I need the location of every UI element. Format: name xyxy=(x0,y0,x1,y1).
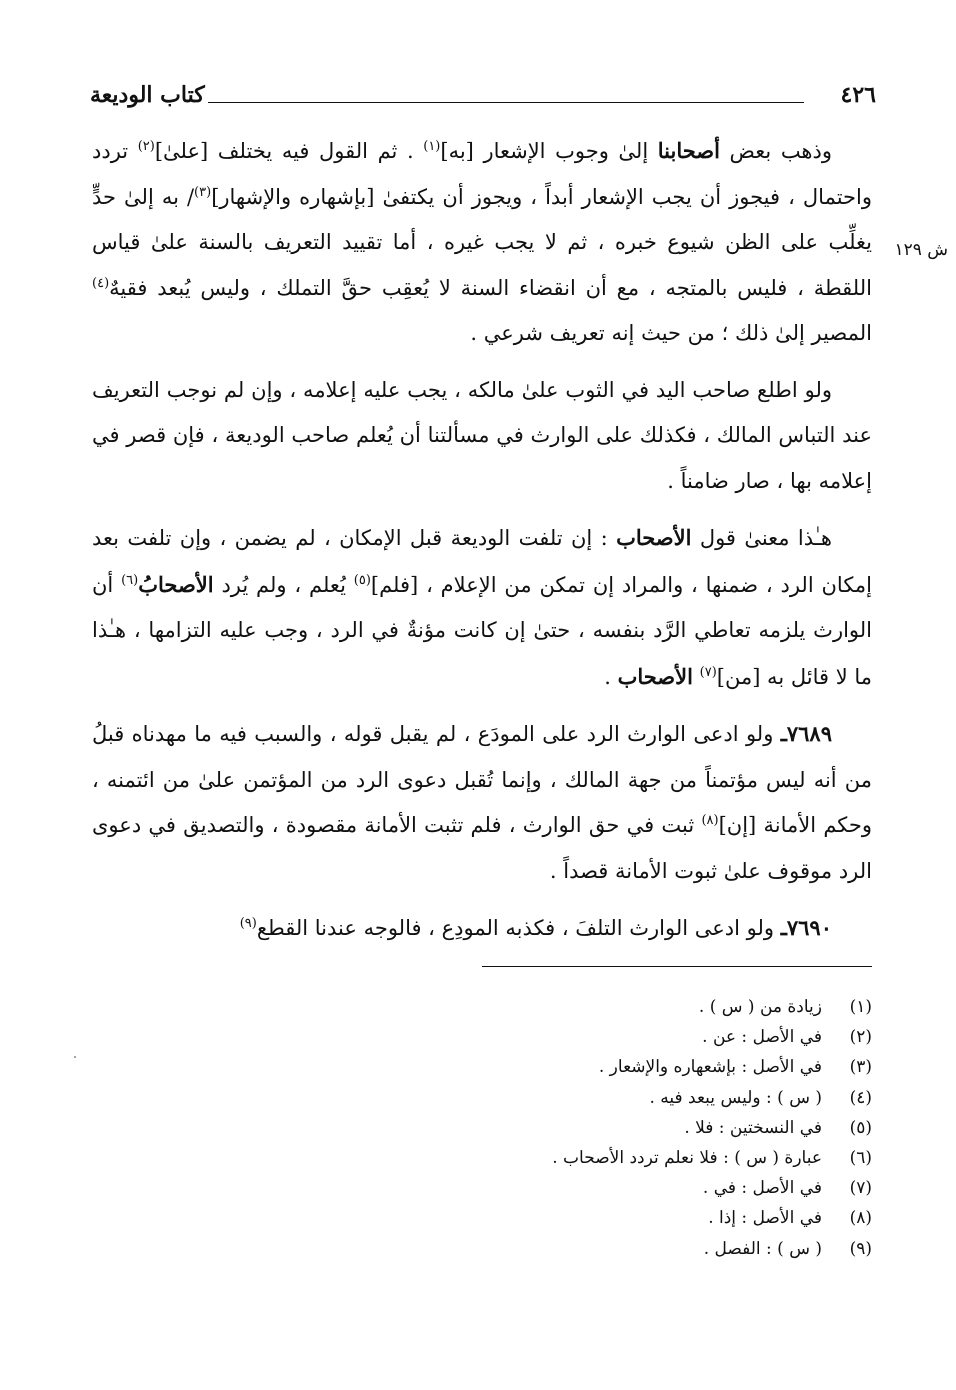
text-run: وذهب بعض xyxy=(719,139,833,163)
footnote-item xyxy=(420,1052,872,1082)
footnote-text: في الأصل : في . xyxy=(702,1178,822,1199)
text-run: المصير إلىٰ ذلك ؛ من حيث إنه تعريف شرعي . xyxy=(470,321,872,345)
text-run: هـٰذا معنىٰ قول xyxy=(691,526,832,550)
issue-number: ٧٦٩٠ـ xyxy=(780,915,832,940)
text-run: . xyxy=(604,664,618,689)
footnote-text: عبارة ( س ) : فلا نعلم تردد الأصحاب . xyxy=(552,1148,822,1169)
footnote-number: (٨) xyxy=(849,1208,872,1229)
footnote-text: ( س ) : وليس يبعد فيه . xyxy=(649,1087,822,1108)
footnote-number: (٦) xyxy=(849,1148,872,1169)
paragraph xyxy=(92,128,872,357)
footnote-text: في النسختين : فلا . xyxy=(684,1117,822,1138)
footnote-number: (١) xyxy=(849,997,872,1017)
scan-speck xyxy=(74,1056,76,1058)
footnote-number: (٧) xyxy=(849,1178,872,1199)
text-run: يُعلم ، ولم يُرد xyxy=(213,572,354,597)
footnote-text: ( س ) : الفصل . xyxy=(703,1238,822,1259)
footnote-marker: (٥) xyxy=(353,572,371,588)
text-run: أن الوارث يلزمه تعاطي الرَّد بنفسه ، حتىٰ إن كانت مؤنةٌ في الرد ، وجب عليه التزامها ، هـٰذا ما لا قائل به [من] xyxy=(92,572,872,689)
footnote-item xyxy=(420,1113,872,1143)
footnote-number: (٣) xyxy=(849,1057,872,1078)
footnote-text: في الأصل : إذا . xyxy=(708,1208,822,1229)
footnote-marker: (٢) xyxy=(137,139,155,154)
footnote-number: (٥) xyxy=(849,1117,872,1138)
paragraph xyxy=(92,515,872,700)
footnote-item xyxy=(420,1083,872,1113)
footnote-marker: (٣) xyxy=(194,184,212,200)
issue-number: ٧٦٨٩ـ xyxy=(780,721,832,746)
text-run: ثبت في حق الوارث ، فلم تثبت الأمانة مقصودة ، والتصديق في دعوى الرد موقوف علىٰ ثبوت الأمانة قصداً . xyxy=(92,813,872,883)
text-run: ولو اطلع صاحب اليد في الثوب علىٰ مالكه ، يجب عليه إعلامه ، وإن لم نوجب التعريف عند التباس المالك ، فكذلك على الوارث في مسألتنا أن يُعلم صاحب الوديعة ، فإن قصر في إعلامه بها ، صار ضامناً . xyxy=(92,377,872,493)
bold-term: الأصحاب xyxy=(616,525,692,550)
book-title: كتاب الوديعة xyxy=(90,82,205,108)
footnote-item xyxy=(420,1143,872,1173)
bold-term: الأصحابُ xyxy=(138,571,214,597)
footnote-item xyxy=(420,1173,872,1203)
paragraph xyxy=(92,905,872,952)
footnote-marker: (١) xyxy=(423,139,441,154)
footnote-marker: (٧) xyxy=(699,664,717,680)
header-rule xyxy=(208,102,804,103)
text-run: إلىٰ وجوب الإشعار [به] xyxy=(440,139,658,163)
text-run: / به إلىٰ حدٍّ يغلِّب على الظن شيوع خبره ، ثم لا يجب غيره ، أما تقييد التعريف بالسنة علىٰ قياس اللقطة ، فليس بالمتجه ، مع أن انقضاء السنة لا يُعقِب حقَّ التملك ، وليس يُبعد فقيهٌ xyxy=(92,184,872,300)
text-run: . ثم القول فيه يختلف [علىٰ] xyxy=(154,139,424,163)
footnote-number: (٢) xyxy=(849,1027,872,1048)
footnote-number: (٤) xyxy=(849,1087,872,1108)
text-run: تردد واحتمال ، فيجوز أن يجب الإشعار أبداً ، ويجوز أن يكتفىٰ [بإشهاره والإشهار] xyxy=(92,139,873,209)
footnote-separator xyxy=(482,966,872,967)
footnote-number: (٩) xyxy=(849,1238,872,1259)
footnote-text: في الأصل : عن . xyxy=(702,1027,822,1048)
footnote-item xyxy=(420,1234,872,1264)
footnote-item xyxy=(420,992,872,1022)
running-header xyxy=(90,80,876,120)
text-run: ولو ادعى الوارث التلفَ ، فكذبه المودِع ، فالوجه عندنا القطع xyxy=(256,916,781,940)
text-run: : إن تلفت الوديعة قبل الإمكان ، لم يضمن ، وإن تلفت بعد إمكان الرد ، ضمنها ، والمراد إن تمكن من الإعلام ، [فلم] xyxy=(92,526,872,597)
footnotes xyxy=(420,992,872,1264)
text-run xyxy=(693,665,700,689)
text-run: ولو ادعى الوارث الرد على المودَع ، لم يقبل قوله ، والسبب فيه ما مهدناه قبلُ من أنه ليس مؤتمناً من جهة المالك ، وإنما تُقبل دعوى الرد من المؤتمن علىٰ من ائتمنه ، وحكم الأمانة [إن] xyxy=(92,722,873,837)
footnote-text: زيادة من ( س ) . xyxy=(698,997,822,1017)
paragraph xyxy=(92,711,872,894)
footnote-item xyxy=(420,1203,872,1233)
footnote-item xyxy=(420,1022,872,1052)
page-number: ٤٢٦ xyxy=(840,82,876,108)
bold-term: أصحابنا xyxy=(657,138,720,163)
paragraph xyxy=(92,368,872,505)
footnote-marker: (٦) xyxy=(121,572,139,588)
main-text xyxy=(92,128,872,963)
footnote-marker: (٤) xyxy=(92,275,110,291)
footnote-text: في الأصل : بإشعهاره والإشعار . xyxy=(598,1057,822,1078)
bold-term: الأصحاب xyxy=(617,663,693,689)
footnote-marker: (٨) xyxy=(701,813,719,828)
manuscript-folio-note: ش ١٢٩ xyxy=(894,240,948,260)
footnote-marker: (٩) xyxy=(239,916,257,931)
